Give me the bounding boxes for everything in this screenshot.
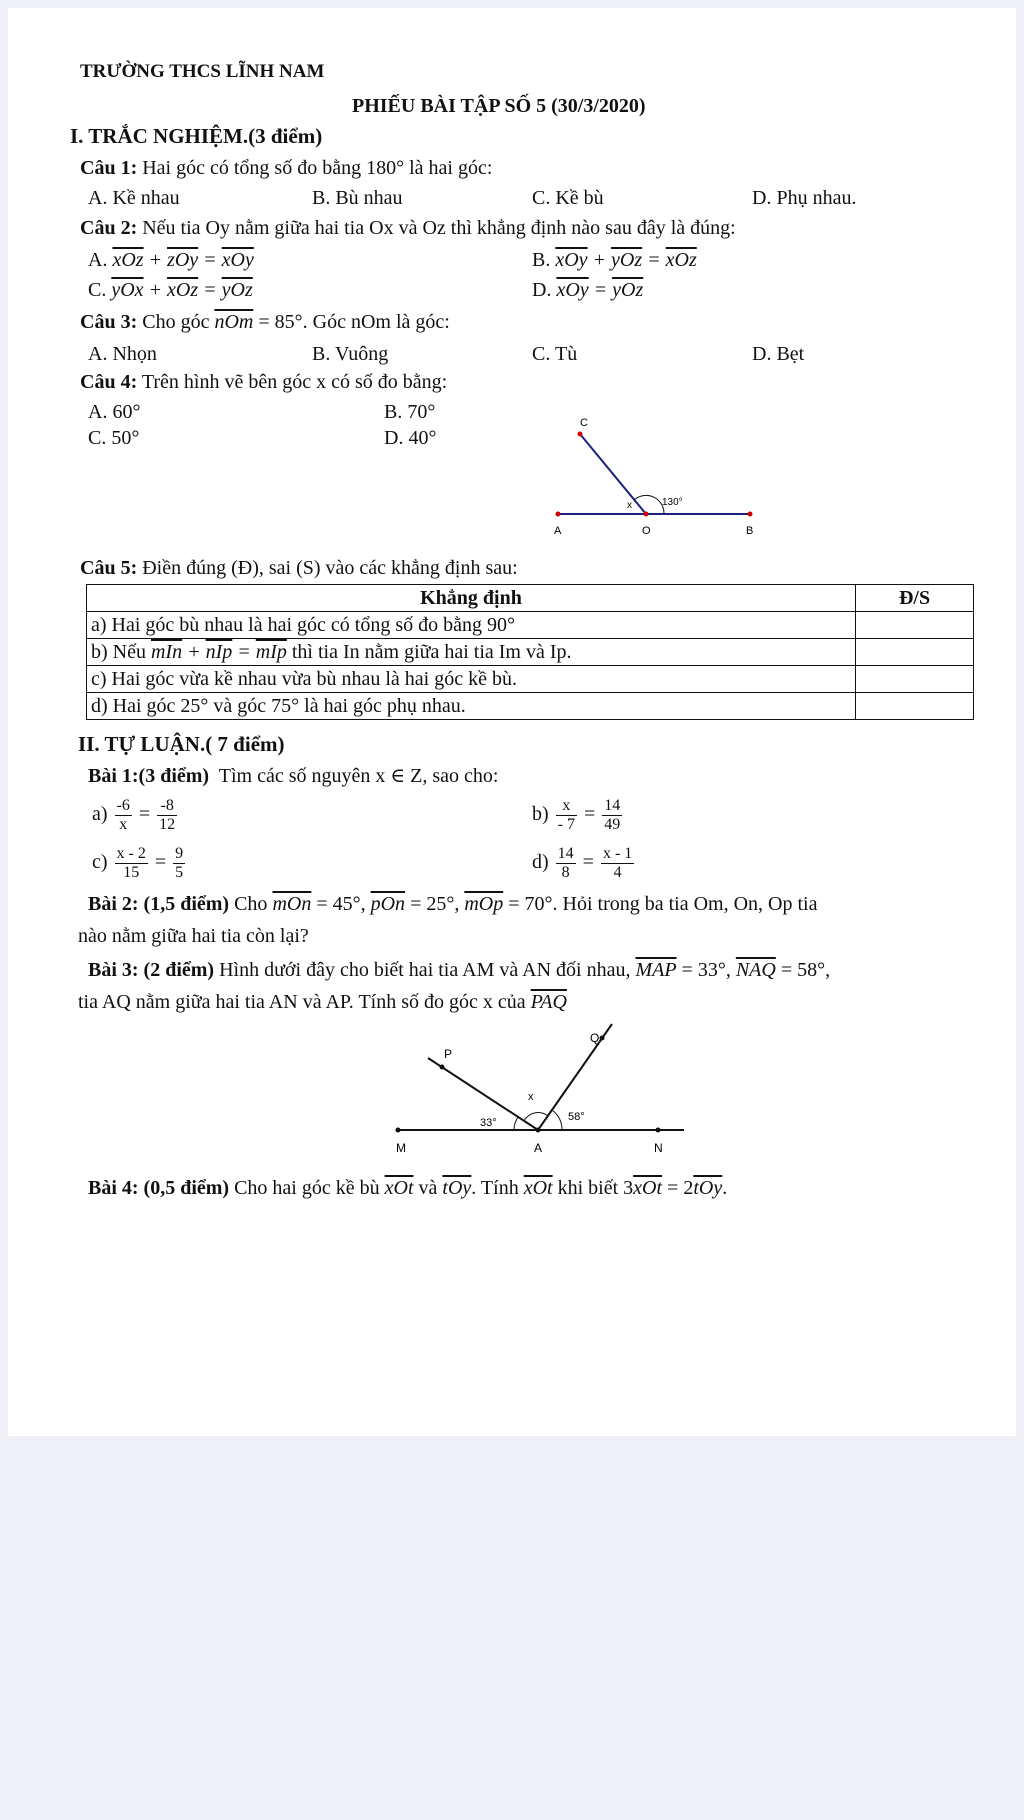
label-p: P — [444, 1047, 453, 1061]
label-a: A — [554, 525, 562, 537]
point-n — [656, 1128, 661, 1133]
col-answer: Đ/S — [856, 585, 974, 612]
b3-text-line2: tia AQ nằm giữa hai tia AN và AP. Tính số đo góc x của $\overline{PAQ}$ — [78, 991, 567, 1013]
label-58: 58° — [568, 1111, 585, 1123]
q3-option-c: C. Tù — [532, 343, 578, 365]
b1-item-c: c) $\frac{x - 2}{15}$ = $\frac{9}{5}$ — [92, 844, 184, 881]
angle-arc-33 — [514, 1117, 518, 1130]
statement-c: c) Hai góc vừa kề nhau vừa bù nhau là hai góc kề bù. — [87, 666, 856, 693]
table-row — [87, 639, 974, 666]
answer-cell-b[interactable] — [856, 639, 974, 666]
label-x: x — [528, 1091, 534, 1103]
part2-heading: II. TỰ LUẬN.( 7 điểm) — [78, 732, 285, 756]
table-row — [87, 612, 974, 639]
b1-item-d: d) $\frac{14}{8}$ = $\frac{x - 1}{4}$ — [532, 844, 633, 881]
b4-text: Bài 4: (0,5 điểm) Cho hai góc kề bù $\overline{xOt}$ và $\overline{tOy}$. Tính $\overline{xOt}$ khi biết $3\overline{xOt} = 2\overline{tOy}$. — [88, 1177, 728, 1199]
label-c: C — [580, 417, 588, 429]
b2-text-line2: nào nằm giữa hai tia còn lại? — [78, 925, 309, 947]
b3-angle-figure — [388, 1014, 698, 1164]
school-name: TRƯỜNG THCS LĨNH NAM — [80, 61, 325, 82]
b2-text: Bài 2: (1,5 điểm) Cho $\overline{mOn} = 45^\circ$, $\overline{pOn} = 25^\circ$, $\overline{mOp} = 70^\circ$. Hỏi trong ba tia Om, On, Op tia — [88, 893, 818, 915]
part1-heading: I. TRẮC NGHIỆM.(3 điểm) — [70, 124, 323, 148]
b3-text: Bài 3: (2 điểm) Hình dưới đây cho biết hai tia AM và AN đối nhau, $\overline{MAP} = 33^\circ$, $\overline{NAQ} = 58^\circ$, — [88, 959, 831, 981]
statement-a: a) Hai góc bù nhau là hai góc có tổng số đo bằng 90° — [87, 612, 856, 639]
q4-option-a: A. 60° — [88, 401, 141, 423]
q5-table-header — [87, 585, 974, 612]
q1-option-d: D. Phụ nhau. — [752, 187, 857, 209]
statement-d: d) Hai góc 25° và góc 75° là hai góc phụ nhau. — [87, 693, 856, 720]
label-33: 33° — [480, 1117, 497, 1129]
q5-table — [86, 584, 974, 720]
point-a — [536, 1128, 541, 1133]
q2-text: Câu 2: Nếu tia Oy nằm giữa hai tia Ox và Oz thì khẳng định nào sau đây là đúng: — [80, 217, 736, 239]
point-p — [440, 1065, 445, 1070]
angle-arc-58 — [552, 1110, 562, 1130]
worksheet-title: PHIẾU BÀI TẬP SỐ 5 (30/3/2020) — [352, 95, 646, 117]
b1-item-b: b) $\frac{x}{- 7}$ = $\frac{14}{49}$ — [532, 796, 621, 833]
q4-option-d: D. 40° — [384, 427, 437, 449]
q3-option-b: B. Vuông — [312, 343, 389, 365]
q1-option-c: C. Kề bù — [532, 187, 604, 209]
label-n: N — [654, 1141, 663, 1155]
q2-option-b: B. $\overline{xOy} + \overline{yOz} = \overline{xOz}$ — [532, 249, 697, 271]
b1-item-a: a) $\frac{-6}{x}$ = $\frac{-8}{12}$ — [92, 796, 176, 833]
ray-oc — [580, 434, 646, 514]
q4-option-b: B. 70° — [384, 401, 436, 423]
answer-cell-c[interactable] — [856, 666, 974, 693]
q3-text: Câu 3: Cho góc $\overline{nOm} = 85^\circ$. Góc nOm là góc: — [80, 311, 450, 333]
label-q: Q — [590, 1031, 600, 1045]
table-row — [87, 693, 974, 720]
q4-option-c: C. 50° — [88, 427, 140, 449]
point-m — [396, 1128, 401, 1133]
worksheet-page — [8, 8, 1016, 1436]
label-a: A — [534, 1141, 543, 1155]
point-q — [600, 1036, 605, 1041]
q3-option-a: A. Nhọn — [88, 343, 157, 365]
q1-option-b: B. Bù nhau — [312, 187, 403, 209]
q1-option-a: A. Kề nhau — [88, 187, 180, 209]
point-c — [578, 432, 583, 437]
label-x: x — [627, 500, 632, 511]
label-130: 130° — [662, 497, 683, 508]
col-statement: Khẳng định — [87, 585, 856, 612]
point-b — [748, 512, 753, 517]
q4-angle-figure — [538, 408, 778, 548]
q4-text: Câu 4: Trên hình vẽ bên góc x có số đo bằng: — [80, 371, 448, 393]
answer-cell-a[interactable] — [856, 612, 974, 639]
statement-b: b) Nếu $\overline{mIn} + \overline{nIp} = \overline{mIp}$ thì tia In nằm giữa hai tia Im và Ip. — [87, 639, 856, 666]
q2-option-a: A. $\overline{xOz} + \overline{zOy} = \overline{xOy}$ — [88, 249, 254, 271]
b1-text: Bài 1:(3 điểm) Tìm các số nguyên x ∈ Z, sao cho: — [88, 765, 499, 787]
q5-text: Câu 5: Điền đúng (Đ), sai (S) vào các khẳng định sau: — [80, 557, 518, 579]
q1-text: Câu 1: Hai góc có tổng số đo bằng 180° là hai góc: — [80, 157, 493, 179]
label-m: M — [396, 1141, 406, 1155]
q2-option-c: C. $\overline{yOx} + \overline{xOz} = \overline{yOz}$ — [88, 279, 253, 301]
point-o — [644, 512, 649, 517]
point-a — [556, 512, 561, 517]
answer-cell-d[interactable] — [856, 693, 974, 720]
table-row — [87, 666, 974, 693]
q3-option-d: D. Bẹt — [752, 343, 805, 365]
q2-option-d: D. $\overline{xOy} = \overline{yOz}$ — [532, 279, 644, 301]
label-o: O — [642, 525, 651, 537]
label-b: B — [746, 525, 754, 537]
